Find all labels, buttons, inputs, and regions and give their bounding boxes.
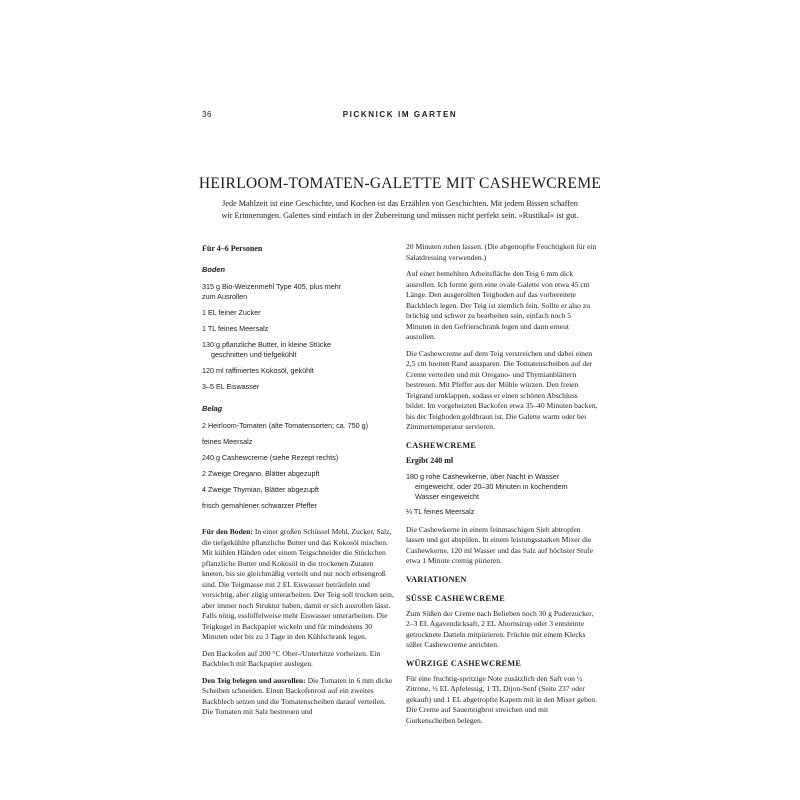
ingredient-item: 1 EL feiner Zucker xyxy=(202,308,261,317)
ingredient-item: feines Meersalz xyxy=(202,437,253,446)
method-step-topping-cont: 20 Minuten ruhen lassen. (Die abgetropfte Feuchtigkeit für ein Salatdressing verwenden.) xyxy=(406,242,597,262)
ingredient-item: 2 Zweige Oregano, Blätter abgezupft xyxy=(202,469,320,478)
right-column xyxy=(406,242,598,732)
ingredient-item: frisch gemahlener schwarzer Pfeffer xyxy=(202,501,317,510)
sweet-variation-text: Zum Süßen der Creme nach Belieben noch 30 g Puderzucker, 2–3 EL Agavendicksaft, 2 EL Ahornsirup oder 3 entsteinte getrocknete Datteln mitpürieren. Früchte mit einem Klecks süßer Cashewcreme anrichten. xyxy=(406,608,594,649)
recipe-intro: Jede Mahlzeit ist eine Geschichte, und Kochen ist das Erzählen von Geschichten. Mit jedem Bissen schaffen wir Erinnerungen. Galettes sind einfach in der Zubereitung und müssen nicht perfekt sein. »Rustikal« ist gut. xyxy=(221,199,579,220)
left-column xyxy=(202,244,394,724)
variations-heading: VARIATIONEN xyxy=(406,574,467,584)
ingredient-item: ¼ TL feines Meersalz xyxy=(406,506,475,516)
sweet-variation-heading: SÜSSE CASHEWCREME xyxy=(406,593,506,603)
page-number: 36 xyxy=(202,110,212,119)
savory-variation-text: Für eine fruchtig-spritzige Note zusätzlich den Saft von ½ Zitrone, ½ EL Apfelessig, 1 TL Dijon-Senf (Seite 237 oder gekauft) und 1 EL abgetropfte Kapern mit in den Mixer geben. Die Creme auf Sauerteigbrot streichen und mit Gurkenscheiben belegen. xyxy=(406,673,597,725)
ingredient-item: 3–5 EL Eiswasser xyxy=(202,382,260,391)
servings: Für 4–6 Personen xyxy=(202,244,263,253)
method-step-boden: Für den Boden: In einer großen Schüssel Mehl, Zucker, Salz, die tiefgekühlte pflanzliche Butter und das Kokosöl mischen. Mit kühlen Händen oder einem Teigschneider die Stückchen pflanzliche Butter und Kokosöl in die trockenen Zutaten kneten, bis sie gleichmäßig verteilt und nur noch erbsengroß sind. Die Teigmasse mit 2 EL Eiswasser beträufeln und vorsichtig, aber zügig unterarbeiten. Der Teig soll trocken sein, aber immer noch Struktur haben, damit er sich ausrollen lässt. Falls nötig, esslöffelweise mehr Eiswasser unterarbeiten. Die Teigkugel in Backpapier wickeln und für mindestens 30 Minuten oder bis zu 3 Tage in den Kühlschrank legen. xyxy=(202,527,394,641)
ingredient-item: 2 Heirloom-Tomaten (alte Tomatensorten; ca. 750 g) xyxy=(202,421,369,430)
boden-ingredient-list xyxy=(202,282,394,392)
ingredient-item: 1 TL feines Meersalz xyxy=(202,324,269,333)
running-head: PICKNICK IM GARTEN xyxy=(342,110,458,119)
belag-ingredient-list xyxy=(202,421,394,511)
recipe-title: HEIRLOOM-TOMATEN-GALETTE MIT CASHEWCREME xyxy=(198,175,602,192)
cashew-yield: Ergibt 240 ml xyxy=(406,455,454,465)
ingredient-item: 180 g rohe Cashewkerne, über Nacht in Wasser eingeweicht, oder 20–30 Minuten in kochendem Wasser eingeweicht xyxy=(406,471,568,501)
cashew-method: Die Cashewkerne in einem feinmaschigen Sieb abtropfen lassen und gut abspülen. In einem leistungsstarken Mixer die Cashewkerne, 120 ml Wasser und das Salz auf höchster Stufe etwa 1 Minute cremig pürieren. xyxy=(406,524,593,565)
cashew-heading: CASHEWCREME xyxy=(406,440,477,450)
ingredient-item: 315 g Bio-Weizenmehl Type 405, plus mehr zum Ausrollen xyxy=(202,282,342,301)
boden-heading: Boden xyxy=(202,265,225,274)
method-step-topping: Den Teig belegen und ausrollen: Die Tomaten in 6 mm dicke Scheiben schneiden. Einen Backofenrost auf ein zweites Backblech setzen und die Tomatenscheiben darauf verteilen. Die Tomaten mit Salz bestreuen und xyxy=(202,675,393,716)
ingredient-item: 120 ml raffiniertes Kokosöl, gekühlt xyxy=(202,366,314,375)
ingredient-item: 240 g Cashewcreme (siehe Rezept rechts) xyxy=(202,453,339,462)
belag-heading: Belag xyxy=(202,404,223,413)
ingredient-item: 130 g pflanzliche Butter, in kleine Stücke geschnitten und tiefgekühlt xyxy=(202,340,332,359)
method-step-baking: Die Cashewcreme auf dem Teig verstreichen und dabei einen 2,5 cm breiten Rand aussparen. Die Tomatenscheiben auf der Creme verteilen und mit Oregano- und Thymianblättern bestreuen. Mit Pfeffer aus der Mühle würzen. Den freien Teigrand umklappen, sodass er einen schönen Abschluss bildet. Im vorgeheizten Backofen etwa 35–40 Minuten backen, bis der Teigboden goldbraun ist. Die Galette warm oder bei Zimmertemperatur servieren. xyxy=(406,348,598,431)
savory-variation-heading: WÜRZIGE CASHEWCREME xyxy=(406,658,522,668)
method-step-oven: Den Backofen auf 200 °C Ober-/Unterhitze vorheizen. Ein Backblech mit Backpapier auslegen. xyxy=(202,648,381,668)
ingredient-item: 4 Zweige Thymian, Blätter abgezupft xyxy=(202,485,319,494)
method-step-rolling: Auf einer bemehlten Arbeitsfläche den Teig 6 mm dick ausrollen. Ich forme gern eine ovale Galette von etwa 45 cm Länge. Den ausgerollten Teigboden auf das vorbereitete Backblech legen. Der Teig ist ziemlich fein. Sollte er also zu brüchig und schwer zu bearbeiten sein, einfach noch 5 Minuten in den Gefrierschrank legen und dann erneut ausrollen. xyxy=(406,269,591,341)
